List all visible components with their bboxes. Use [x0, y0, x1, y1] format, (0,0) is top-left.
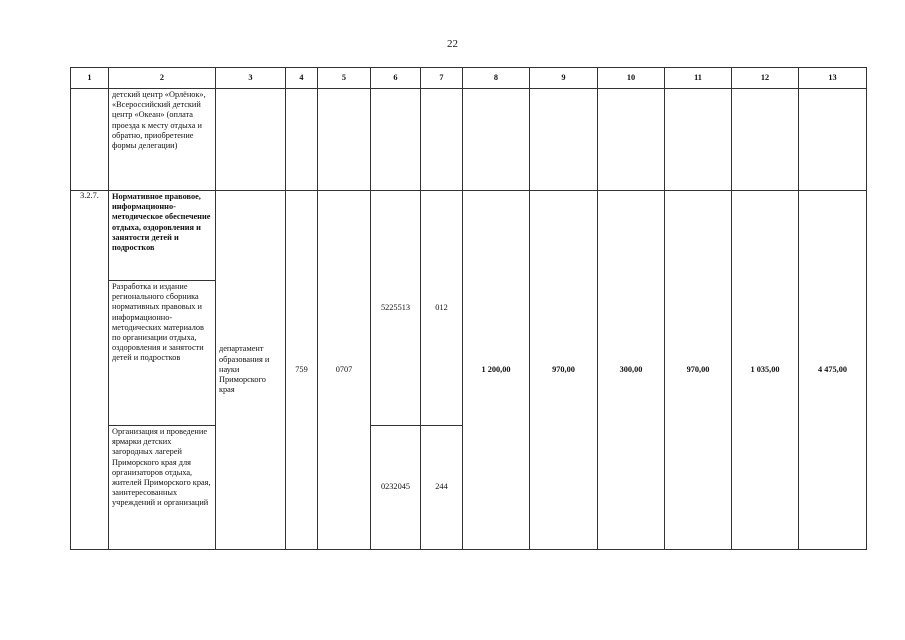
- sub1-target-cell: 5225513: [371, 191, 421, 426]
- column-header-11: 11: [665, 68, 732, 89]
- column-header-13: 13: [799, 68, 867, 89]
- amount-col-13: 4 475,00: [799, 191, 867, 550]
- table-row-continuation: [71, 89, 867, 191]
- amount-col-12: 1 035,00: [732, 191, 799, 550]
- header-row: [71, 68, 867, 89]
- amount-col-11: 970,00: [665, 191, 732, 550]
- grbs-cell: 759: [286, 191, 318, 550]
- amount-col-9: 970,00: [530, 191, 598, 550]
- column-header-7: 7: [421, 68, 463, 89]
- column-header-10: 10: [598, 68, 665, 89]
- column-header-2: 2: [109, 68, 216, 89]
- table-row-item-title: [71, 191, 867, 281]
- column-header-8: 8: [463, 68, 530, 89]
- column-header-5: 5: [318, 68, 371, 89]
- column-header-9: 9: [530, 68, 598, 89]
- amount-col-10: 300,00: [598, 191, 665, 550]
- section-cell: 0707: [318, 191, 371, 550]
- item-number: 3.2.7.: [71, 191, 109, 550]
- sub2-description: Организация и проведение ярмарки детских загородных лагерей Приморского края для организаторов отдыха, жителей Приморского края, заинтересованных учреждений и организаций: [109, 426, 216, 550]
- column-header-3: 3: [216, 68, 286, 89]
- sub2-target-cell: 0232045: [371, 426, 421, 550]
- column-header-1: 1: [71, 68, 109, 89]
- sub1-kind-cell: 012: [421, 191, 463, 426]
- sub2-kind-cell: 244: [421, 426, 463, 550]
- budget-table: [70, 67, 867, 550]
- column-header-12: 12: [732, 68, 799, 89]
- executor-cell: департамент образования и науки Приморского края: [216, 191, 286, 550]
- page-number: 22: [447, 38, 458, 50]
- column-header-6: 6: [371, 68, 421, 89]
- sub1-description: Разработка и издание регионального сборника нормативных правовых и информационно-методических материалов по организации отдыха, оздоровления и занятости детей и подростков: [109, 281, 216, 426]
- amount-col-8: 1 200,00: [463, 191, 530, 550]
- column-header-4: 4: [286, 68, 318, 89]
- continuation-text: детский центр «Орлёнок», «Всероссийский детский центр «Океан» (оплата проезда к месту отдыха и обратно, приобретение формы делегации): [109, 89, 216, 191]
- item-title: Нормативное правовое, информационно-методическое обеспечение отдыха, оздоровления и занятости детей и подростков: [109, 191, 216, 281]
